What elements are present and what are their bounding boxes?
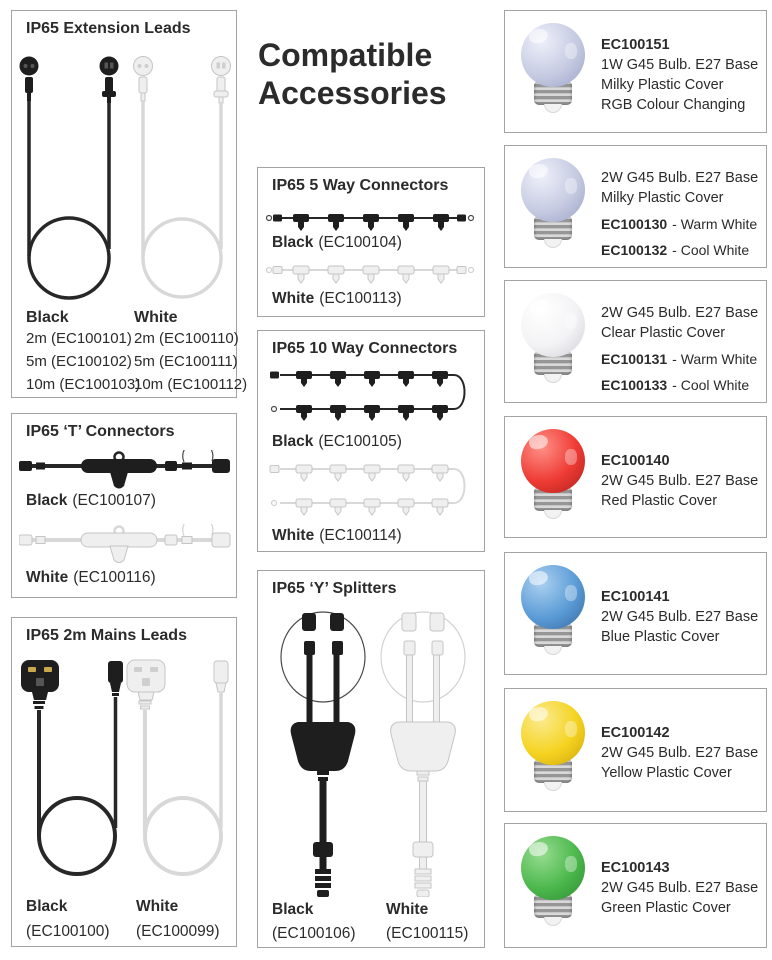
bulb-card-text bbox=[601, 858, 758, 918]
five-way-black-illustration bbox=[266, 210, 478, 236]
bulb-description-line: 2W G45 Bulb. E27 Base bbox=[601, 305, 759, 321]
variant-label bbox=[272, 433, 402, 451]
bulb-product-code: EC100143 bbox=[601, 860, 670, 876]
bulb-card-text bbox=[601, 35, 758, 115]
bulb-description-line: 2W G45 Bulb. E27 Base bbox=[601, 609, 759, 625]
bulb-product-code: EC100142 bbox=[601, 725, 670, 741]
bulb-description-line: Milky Plastic Cover bbox=[601, 190, 724, 206]
bulb-description-line: 2W G45 Bulb. E27 Base bbox=[601, 170, 759, 186]
bulb-code-row bbox=[601, 242, 749, 258]
bulb-illustration bbox=[511, 429, 595, 519]
extension-leads-box bbox=[11, 10, 248, 398]
bulb-globe bbox=[521, 836, 585, 900]
variant-code: (EC100105) bbox=[318, 433, 402, 450]
variant-label bbox=[272, 290, 402, 308]
bulb-globe bbox=[521, 429, 585, 493]
bulb-product-code: EC100141 bbox=[601, 589, 670, 605]
bulb-product-code: EC100130 bbox=[601, 216, 668, 232]
t-connector-black-illustration bbox=[19, 450, 231, 492]
bulb-card-clear bbox=[504, 280, 767, 403]
bulb-card-ec100143 bbox=[504, 823, 767, 948]
bulb-description-line: Yellow Plastic Cover bbox=[601, 765, 732, 781]
bulb-base-tip bbox=[544, 104, 562, 113]
bulb-card-text bbox=[601, 587, 758, 647]
variant-label bbox=[26, 492, 156, 510]
variant-code: (EC100099) bbox=[136, 923, 220, 940]
bulb-globe bbox=[521, 158, 585, 222]
variant-code: (EC100116) bbox=[73, 569, 156, 586]
variant-item: 10m (EC100103) bbox=[26, 376, 141, 393]
y-splitters-box bbox=[257, 570, 485, 948]
page-title bbox=[258, 36, 447, 112]
bulb-card-ec100140 bbox=[504, 416, 767, 538]
bulb-illustration bbox=[511, 701, 595, 791]
bulb-base-tip bbox=[544, 510, 562, 519]
bulb-product-code: EC100131 bbox=[601, 351, 668, 367]
bulb-description-line: Clear Plastic Cover bbox=[601, 325, 726, 341]
bulb-description-line: 2W G45 Bulb. E27 Base bbox=[601, 745, 759, 761]
bulb-globe bbox=[521, 293, 585, 357]
bulb-description-line: RGB Colour Changing bbox=[601, 97, 746, 113]
y-splitter-white-illustration bbox=[378, 607, 468, 897]
bulb-card-ec100151 bbox=[504, 10, 767, 133]
variant-name: Black bbox=[272, 901, 314, 918]
bulb-globe bbox=[521, 23, 585, 87]
bulb-description-line: 2W G45 Bulb. E27 Base bbox=[601, 880, 759, 896]
t-connector-white-illustration bbox=[19, 524, 231, 566]
box-title: IP65 ‘Y’ Splitters bbox=[272, 580, 397, 597]
variant-name: Black bbox=[272, 433, 314, 450]
bulb-card-text bbox=[601, 303, 758, 343]
bulb-illustration bbox=[511, 23, 595, 113]
bulb-description-line: Green Plastic Cover bbox=[601, 900, 731, 916]
variant-name: Black bbox=[26, 309, 69, 326]
bulb-base-tip bbox=[544, 374, 562, 383]
bulb-illustration bbox=[511, 158, 595, 248]
variant-name: White bbox=[136, 898, 179, 915]
t-connectors-box bbox=[11, 413, 237, 598]
variant-item: 2m (EC100110) bbox=[134, 330, 239, 347]
bulb-base-tip bbox=[544, 646, 562, 655]
five-way-connectors-box bbox=[257, 167, 485, 317]
bulb-code-row bbox=[601, 351, 757, 367]
bulb-globe bbox=[521, 701, 585, 765]
extension-leads-illustration bbox=[17, 51, 231, 303]
bulb-code-row bbox=[601, 377, 749, 393]
bulb-description-line: Blue Plastic Cover bbox=[601, 629, 720, 645]
bulb-card-text bbox=[601, 168, 758, 208]
box-title: IP65 ‘T’ Connectors bbox=[26, 423, 175, 440]
bulb-product-code: EC100133 bbox=[601, 377, 668, 393]
bulb-code-label: - Warm White bbox=[672, 351, 758, 367]
variant-name: White bbox=[272, 527, 315, 544]
bulb-description-line: 1W G45 Bulb. E27 Base bbox=[601, 57, 759, 73]
variant-label bbox=[26, 569, 156, 587]
variant-code: (EC100106) bbox=[272, 925, 356, 942]
box-title: IP65 5 Way Connectors bbox=[272, 177, 449, 194]
bulb-card-text bbox=[601, 723, 758, 783]
bulb-description-line: Red Plastic Cover bbox=[601, 493, 718, 509]
bulb-globe bbox=[521, 565, 585, 629]
bulb-card-milky bbox=[504, 145, 767, 268]
extension-leads-black-list bbox=[26, 309, 140, 396]
variant-label bbox=[272, 527, 402, 545]
bulb-card-ec100141 bbox=[504, 552, 767, 675]
bulb-code-label: - Cool White bbox=[672, 242, 750, 258]
bulb-code-label: - Cool White bbox=[672, 377, 750, 393]
variant-name: White bbox=[134, 309, 178, 326]
box-title: IP65 10 Way Connectors bbox=[272, 340, 458, 357]
variant-item: 10m (EC100112) bbox=[134, 376, 248, 393]
variant-label bbox=[272, 234, 402, 252]
variant-code: (EC100107) bbox=[72, 492, 156, 509]
bulb-product-code: EC100151 bbox=[601, 37, 670, 53]
ten-way-white-illustration bbox=[266, 459, 478, 523]
bulb-description-line: Milky Plastic Cover bbox=[601, 77, 724, 93]
variant-name: Black bbox=[272, 234, 314, 251]
variant-code: (EC100113) bbox=[319, 290, 402, 307]
variant-item: 2m (EC100101) bbox=[26, 330, 132, 347]
bulb-product-code: EC100140 bbox=[601, 453, 670, 469]
y-splitter-black-illustration bbox=[278, 607, 368, 897]
mains-leads-box bbox=[11, 617, 237, 947]
mains-leads-illustration bbox=[20, 658, 230, 878]
bulb-code-row bbox=[601, 216, 757, 232]
variant-name: Black bbox=[26, 492, 68, 509]
bulb-product-code: EC100132 bbox=[601, 242, 668, 258]
variant-name: Black bbox=[26, 898, 68, 915]
page-title-line1: Compatible bbox=[258, 37, 433, 73]
variant-code: (EC100114) bbox=[319, 527, 402, 544]
bulb-code-label: - Warm White bbox=[672, 216, 758, 232]
ten-way-black-illustration bbox=[266, 365, 478, 429]
bulb-base-tip bbox=[544, 782, 562, 791]
bulb-base-tip bbox=[544, 917, 562, 926]
bulb-illustration bbox=[511, 565, 595, 655]
bulb-card-ec100142 bbox=[504, 688, 767, 812]
bulb-illustration bbox=[511, 836, 595, 926]
variant-code: (EC100104) bbox=[318, 234, 402, 251]
bulb-illustration bbox=[511, 293, 595, 383]
ten-way-connectors-box bbox=[257, 330, 485, 552]
variant-name: White bbox=[26, 569, 69, 586]
extension-leads-white-list bbox=[134, 309, 247, 396]
bulb-card-text bbox=[601, 451, 758, 511]
box-title: IP65 2m Mains Leads bbox=[26, 627, 187, 644]
bulb-description-line: 2W G45 Bulb. E27 Base bbox=[601, 473, 759, 489]
variant-code: (EC100115) bbox=[386, 925, 469, 942]
box-title: IP65 Extension Leads bbox=[26, 20, 191, 37]
variant-item: 5m (EC100111) bbox=[134, 353, 238, 370]
five-way-white-illustration bbox=[266, 262, 478, 288]
variant-name: White bbox=[386, 901, 429, 918]
bulb-base-tip bbox=[544, 239, 562, 248]
variant-code: (EC100100) bbox=[26, 923, 110, 940]
variant-name: White bbox=[272, 290, 315, 307]
variant-item: 5m (EC100102) bbox=[26, 353, 132, 370]
page-title-line2: Accessories bbox=[258, 75, 447, 111]
